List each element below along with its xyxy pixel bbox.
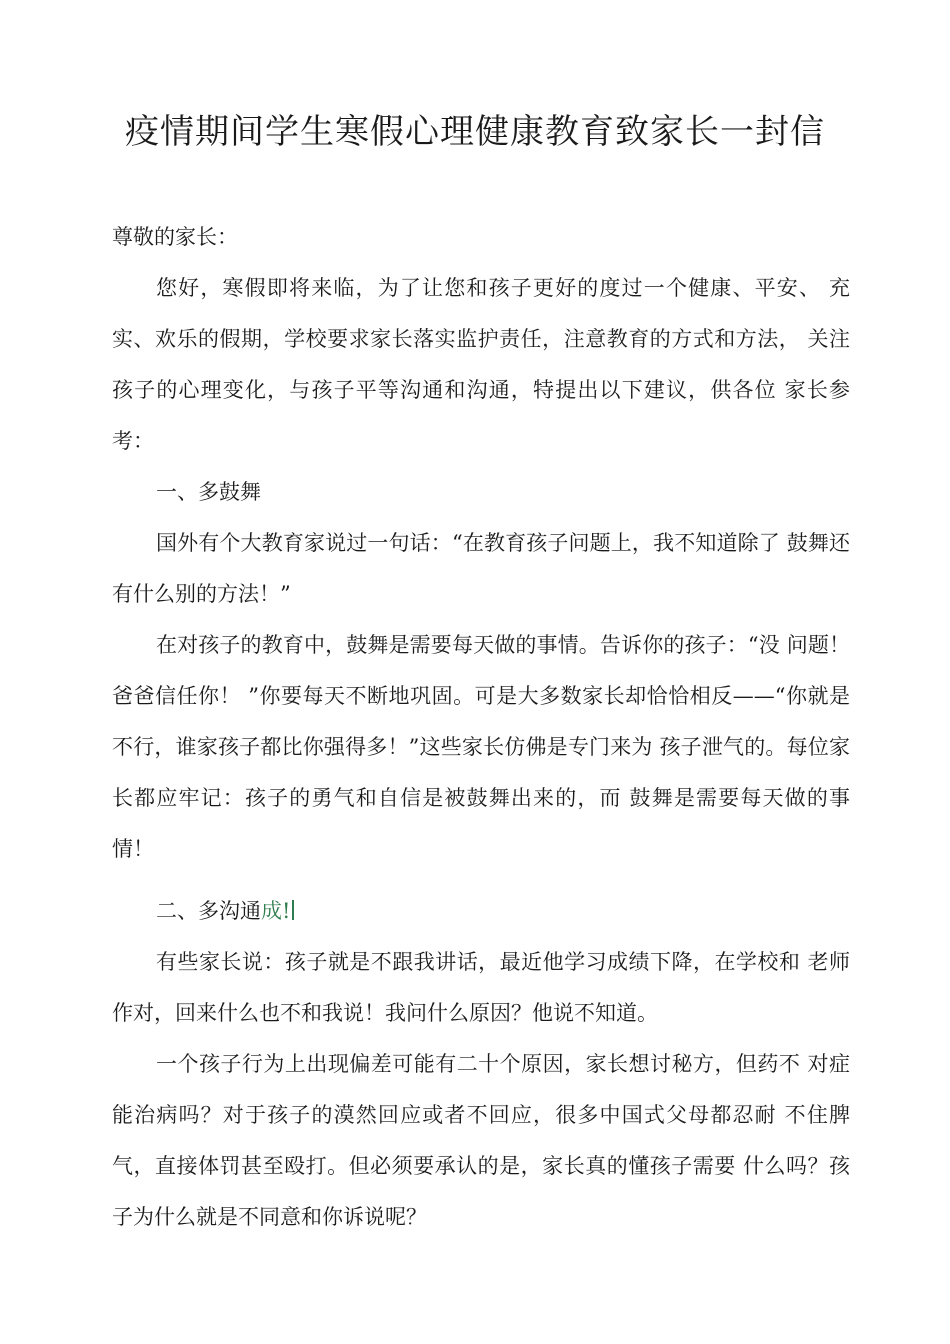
letter-body: [112, 212, 850, 1243]
text-cursor-icon: [292, 900, 294, 920]
document-title: 疫情期间学生寒假心理健康教育致家长一封信: [125, 112, 825, 152]
section-2-heading-text: 二、多沟通: [156, 899, 261, 923]
section-2-heading-accent: 成!: [261, 899, 291, 923]
intro-paragraph: 您好，寒假即将来临，为了让您和孩子更好的度过一个健康、平安、 充实、欢乐的假期，学校要求家长落实监护责任，注意教育的方式和方法， 关注孩子的心理变化，与孩子平等沟通和沟通，特提出以下建议，供各位 家长参考：: [112, 276, 850, 453]
section-1-paragraph-1: 国外有个大教育家说过一句话：“在教育孩子问题上，我不知道除了 鼓舞还有什么别的方法！”: [112, 531, 850, 606]
section-2-paragraph-2: 一个孩子行为上出现偏差可能有二十个原因，家长想讨秘方，但药不 对症能治病吗？对于孩子的漠然回应或者不回应，很多中国式父母都忍耐 不住脾气，直接体罚甚至殴打。但必须要承认的是，家长真的懂孩子需要 什么吗？孩子为什么就是不同意和你诉说呢？: [112, 1052, 850, 1229]
salutation: 尊敬的家长：: [112, 225, 238, 249]
section-2-paragraph-1: 有些家长说：孩子就是不跟我讲话，最近他学习成绩下降，在学校和 老师作对，回来什么也不和我说！我问什么原因？他说不知道。: [112, 950, 850, 1025]
section-1-heading: 一、多鼓舞: [156, 480, 261, 504]
section-1-paragraph-2: 在对孩子的教育中，鼓舞是需要每天做的事情。告诉你的孩子：“没 问题！爸爸信任你！ ”你要每天不断地巩固。可是大多数家长却恰恰相反——“你就是不行，谁家孩子都比你强得多！”这些家长仿佛是专门来为 孩子泄气的。每位家长都应牢记：孩子的勇气和自信是被鼓舞出来的，而 鼓舞是需要每天做的事情！: [112, 633, 850, 861]
section-2-heading: [112, 886, 850, 937]
